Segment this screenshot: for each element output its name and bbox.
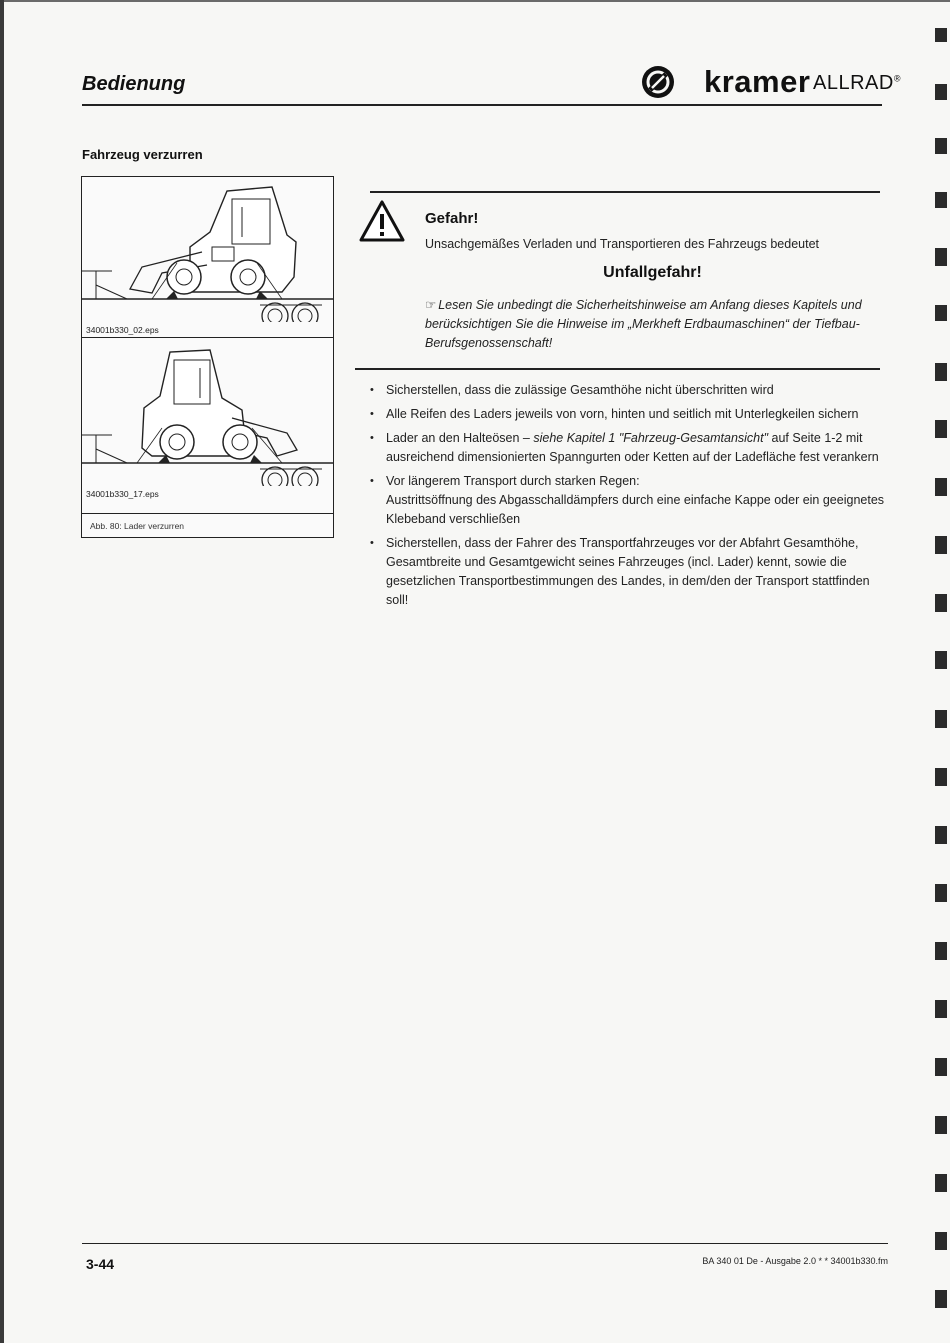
figure-loader-tiedown: [81, 176, 334, 538]
chapter-title: Bedienung: [82, 73, 186, 95]
document-reference: BA 340 01 De - Ausgabe 2.0 * * 34001b330.fm: [702, 1256, 888, 1266]
brand-suffix: ALLRAD®: [813, 72, 901, 94]
instruction-list: [370, 381, 885, 615]
warning-triangle-icon: [358, 199, 406, 243]
list-item: • Vor längerem Transport durch starken Regen: Austrittsöffnung des Abgasschalldämpfers durch eine einfache Kappe oder ein geeignetes Klebeband verschließen: [370, 472, 885, 529]
footer-rule: [82, 1243, 888, 1244]
warning-note: [425, 296, 880, 353]
loader-on-trailer-side-illustration: [82, 177, 333, 322]
page-edge: [0, 0, 950, 2]
figure-caption: Abb. 80: Lader verzurren: [90, 521, 185, 531]
warning-note-text: Lesen Sie unbedingt die Sicherheitshinweise am Anfang dieses Kapitels und berücksichtigen Sie die Hinweise im „Merkheft Erdbaumaschinen“ der Tiefbau-Berufsgenossenschaft!: [425, 298, 862, 350]
caption-divider: [82, 513, 333, 514]
spiral-binding: [925, 0, 950, 1343]
warning-top-rule: [370, 191, 880, 193]
list-item: • Sicherstellen, dass die zulässige Gesamthöhe nicht überschritten wird: [370, 381, 885, 400]
brand-name: kramer: [704, 64, 811, 99]
image-id-top: 34001b330_02.eps: [86, 325, 159, 335]
brand-logo-block: [640, 60, 901, 104]
section-heading: Fahrzeug verzurren: [82, 147, 203, 162]
list-item: • Lader an den Halteösen – siehe Kapitel 1 "Fahrzeug-Gesamtansicht" auf Seite 1-2 mit ausreichend dimensionierten Spanngurten oder Ketten auf der Ladefläche fest verankern: [370, 429, 885, 467]
warning-label: Gefahr!: [425, 210, 479, 227]
cross-reference: siehe Kapitel 1 "Fahrzeug-Gesamtansicht": [533, 431, 769, 445]
page-number: 3-44: [86, 1256, 115, 1272]
page-edge-left: [0, 0, 4, 1343]
list-item: • Sicherstellen, dass der Fahrer des Transportfahrzeuges vor der Abfahrt Gesamthöhe, Gesamtbreite und Gesamtgewicht seines Fahrzeuges (incl. Lader) kennt, sowie die gesetzlichen Transportbestimmungen des Landes, in dem/den der Transport stattfinden soll!: [370, 534, 885, 610]
warning-emphasis: Unfallgefahr!: [603, 264, 702, 281]
warning-text: Unsachgemäßes Verladen und Transportieren des Fahrzeugs bedeutet: [425, 237, 819, 251]
kramer-logo-icon: [640, 64, 676, 100]
warning-bottom-rule: [355, 368, 880, 370]
pointing-hand-icon: ☞: [425, 298, 437, 312]
header-rule: [82, 104, 882, 106]
figure-top-illustration: [82, 177, 333, 337]
image-id-bottom: 34001b330_17.eps: [86, 489, 159, 499]
loader-on-trailer-reverse-illustration: [82, 338, 333, 486]
figure-bottom-illustration: [82, 338, 333, 498]
list-item: • Alle Reifen des Laders jeweils von vorn, hinten und seitlich mit Unterlegkeilen sichern: [370, 405, 885, 424]
